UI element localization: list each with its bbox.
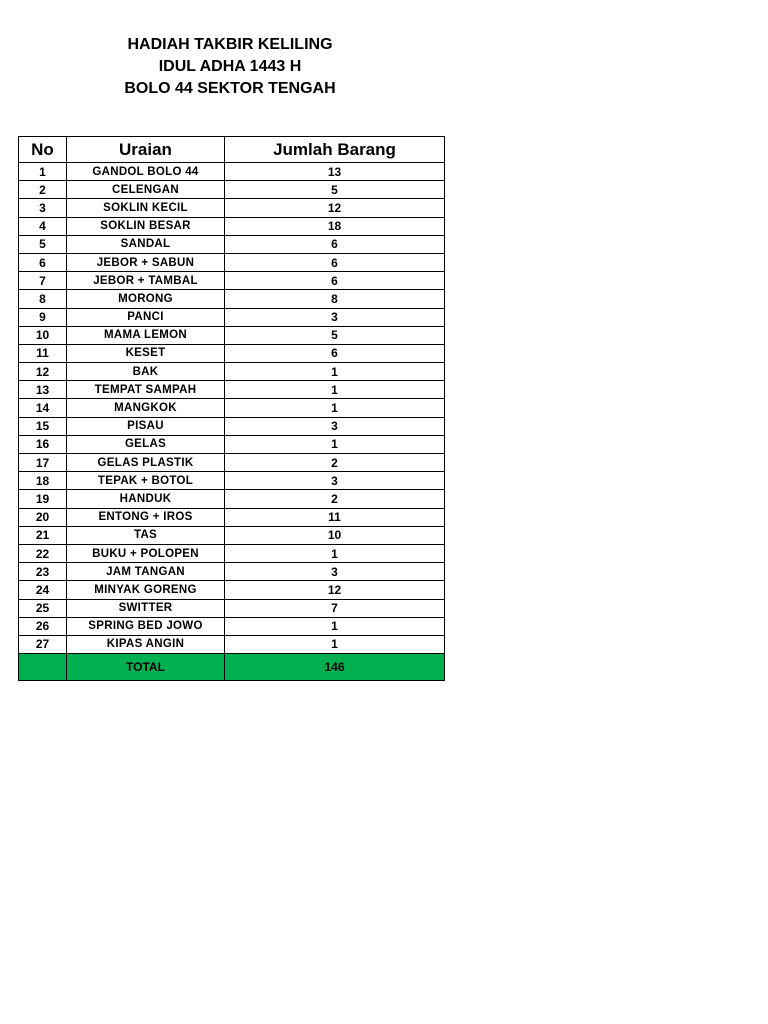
table-row xyxy=(19,199,445,217)
row-no-cell: 26 xyxy=(19,617,67,635)
row-jumlah-cell: 6 xyxy=(225,344,445,362)
table-row xyxy=(19,581,445,599)
header-no: No xyxy=(19,137,67,163)
table-row xyxy=(19,344,445,362)
row-no-cell: 19 xyxy=(19,490,67,508)
row-jumlah-cell: 1 xyxy=(225,617,445,635)
row-uraian-cell: MAMA LEMON xyxy=(67,326,225,344)
row-jumlah-cell: 5 xyxy=(225,181,445,199)
total-empty-cell xyxy=(19,654,67,681)
title-line-2: IDUL ADHA 1443 H xyxy=(158,58,302,75)
row-no-cell: 1 xyxy=(19,163,67,181)
row-jumlah-cell: 6 xyxy=(225,253,445,271)
header-row xyxy=(19,137,445,163)
row-no-cell: 9 xyxy=(19,308,67,326)
row-no-cell: 15 xyxy=(19,417,67,435)
table-row xyxy=(19,253,445,271)
row-jumlah-cell: 3 xyxy=(225,417,445,435)
items-table xyxy=(18,136,445,681)
row-jumlah-cell: 8 xyxy=(225,290,445,308)
table-row xyxy=(19,217,445,235)
table-row xyxy=(19,544,445,562)
row-jumlah-cell: 1 xyxy=(225,635,445,653)
row-uraian-cell: KIPAS ANGIN xyxy=(67,635,225,653)
row-jumlah-cell: 3 xyxy=(225,563,445,581)
row-no-cell: 23 xyxy=(19,563,67,581)
row-jumlah-cell: 1 xyxy=(225,399,445,417)
row-no-cell: 8 xyxy=(19,290,67,308)
row-uraian-cell: GELAS PLASTIK xyxy=(67,454,225,472)
row-jumlah-cell: 18 xyxy=(225,217,445,235)
table-row xyxy=(19,508,445,526)
row-uraian-cell: JEBOR + SABUN xyxy=(67,253,225,271)
title-line-1: HADIAH TAKBIR KELILING xyxy=(127,36,333,53)
total-value-cell: 146 xyxy=(225,654,445,681)
row-jumlah-cell: 11 xyxy=(225,508,445,526)
total-label-cell: TOTAL xyxy=(67,654,225,681)
row-no-cell: 22 xyxy=(19,544,67,562)
row-uraian-cell: BUKU + POLOPEN xyxy=(67,544,225,562)
row-no-cell: 5 xyxy=(19,235,67,253)
row-jumlah-cell: 6 xyxy=(225,235,445,253)
table-row xyxy=(19,235,445,253)
row-jumlah-cell: 3 xyxy=(225,308,445,326)
row-no-cell: 10 xyxy=(19,326,67,344)
row-no-cell: 2 xyxy=(19,181,67,199)
table-row xyxy=(19,326,445,344)
table-row xyxy=(19,635,445,653)
row-uraian-cell: KESET xyxy=(67,344,225,362)
row-jumlah-cell: 2 xyxy=(225,454,445,472)
row-uraian-cell: SANDAL xyxy=(67,235,225,253)
header-jumlah: Jumlah Barang xyxy=(225,137,445,163)
row-jumlah-cell: 13 xyxy=(225,163,445,181)
title-line-3: BOLO 44 SEKTOR TENGAH xyxy=(124,80,336,97)
row-jumlah-cell: 7 xyxy=(225,599,445,617)
row-jumlah-cell: 10 xyxy=(225,526,445,544)
row-no-cell: 7 xyxy=(19,272,67,290)
row-uraian-cell: MANGKOK xyxy=(67,399,225,417)
row-jumlah-cell: 1 xyxy=(225,544,445,562)
row-uraian-cell: MINYAK GORENG xyxy=(67,581,225,599)
table-row xyxy=(19,363,445,381)
document-title xyxy=(60,34,400,100)
table-row xyxy=(19,490,445,508)
row-uraian-cell: JEBOR + TAMBAL xyxy=(67,272,225,290)
row-jumlah-cell: 1 xyxy=(225,381,445,399)
table-row xyxy=(19,272,445,290)
row-no-cell: 4 xyxy=(19,217,67,235)
row-uraian-cell: GELAS xyxy=(67,435,225,453)
row-no-cell: 6 xyxy=(19,253,67,271)
row-uraian-cell: TAS xyxy=(67,526,225,544)
table-row xyxy=(19,563,445,581)
row-uraian-cell: SOKLIN BESAR xyxy=(67,217,225,235)
row-no-cell: 13 xyxy=(19,381,67,399)
row-uraian-cell: HANDUK xyxy=(67,490,225,508)
row-no-cell: 16 xyxy=(19,435,67,453)
row-jumlah-cell: 6 xyxy=(225,272,445,290)
row-uraian-cell: PISAU xyxy=(67,417,225,435)
row-uraian-cell: TEPAK + BOTOL xyxy=(67,472,225,490)
row-uraian-cell: MORONG xyxy=(67,290,225,308)
table-row xyxy=(19,290,445,308)
row-no-cell: 21 xyxy=(19,526,67,544)
row-uraian-cell: SOKLIN KECIL xyxy=(67,199,225,217)
table-row xyxy=(19,399,445,417)
header-uraian: Uraian xyxy=(67,137,225,163)
row-jumlah-cell: 5 xyxy=(225,326,445,344)
table-row xyxy=(19,417,445,435)
row-jumlah-cell: 12 xyxy=(225,581,445,599)
row-no-cell: 25 xyxy=(19,599,67,617)
row-jumlah-cell: 1 xyxy=(225,363,445,381)
table-row xyxy=(19,435,445,453)
row-uraian-cell: JAM TANGAN xyxy=(67,563,225,581)
table-row xyxy=(19,308,445,326)
row-uraian-cell: SWITTER xyxy=(67,599,225,617)
row-uraian-cell: BAK xyxy=(67,363,225,381)
table-row xyxy=(19,454,445,472)
row-uraian-cell: TEMPAT SAMPAH xyxy=(67,381,225,399)
row-jumlah-cell: 1 xyxy=(225,435,445,453)
table-row xyxy=(19,181,445,199)
table-row xyxy=(19,163,445,181)
row-uraian-cell: CELENGAN xyxy=(67,181,225,199)
row-uraian-cell: GANDOL BOLO 44 xyxy=(67,163,225,181)
row-no-cell: 24 xyxy=(19,581,67,599)
table-row xyxy=(19,381,445,399)
row-jumlah-cell: 3 xyxy=(225,472,445,490)
row-jumlah-cell: 2 xyxy=(225,490,445,508)
table-row xyxy=(19,526,445,544)
row-no-cell: 3 xyxy=(19,199,67,217)
row-uraian-cell: SPRING BED JOWO xyxy=(67,617,225,635)
row-no-cell: 12 xyxy=(19,363,67,381)
row-jumlah-cell: 12 xyxy=(225,199,445,217)
row-no-cell: 20 xyxy=(19,508,67,526)
row-uraian-cell: PANCI xyxy=(67,308,225,326)
table-body xyxy=(19,163,445,681)
row-no-cell: 18 xyxy=(19,472,67,490)
row-uraian-cell: ENTONG + IROS xyxy=(67,508,225,526)
row-no-cell: 27 xyxy=(19,635,67,653)
table-row xyxy=(19,472,445,490)
table-row xyxy=(19,617,445,635)
row-no-cell: 11 xyxy=(19,344,67,362)
total-row xyxy=(19,654,445,681)
row-no-cell: 17 xyxy=(19,454,67,472)
table-row xyxy=(19,599,445,617)
row-no-cell: 14 xyxy=(19,399,67,417)
